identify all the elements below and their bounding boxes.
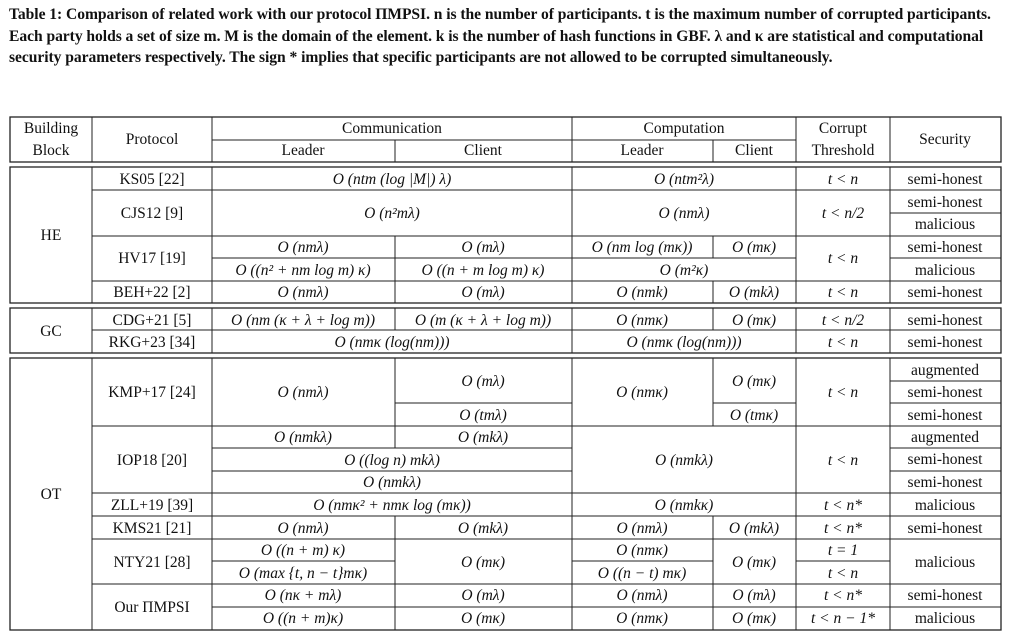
header-communication: Communication	[342, 120, 442, 137]
cjs12-computation: O (nmλ)	[658, 205, 710, 222]
cjs12-communication: O (n²mλ)	[364, 205, 420, 222]
zll19-communication: O (nmκ² + nmκ log (mκ))	[313, 497, 471, 514]
protocol-zll19: ZLL+19 [39]	[110, 497, 194, 514]
kms21-comm-client: O (mkλ)	[457, 520, 509, 537]
our-comm-client-2: O (mκ)	[460, 610, 506, 627]
kmp17-comm-leader: O (nmλ)	[277, 384, 329, 401]
kmp17-threshold: t < n	[827, 384, 859, 401]
hv17-comm-client-2: O ((n + m log m) κ)	[421, 262, 545, 279]
our-comp-leader-1: O (nmλ)	[616, 587, 668, 604]
kms21-comp-leader: O (nmλ)	[616, 520, 668, 537]
kmp17-security-1b: semi-honest	[907, 384, 983, 401]
block-he: HE	[40, 227, 62, 244]
nty21-threshold-2: t < n	[827, 565, 859, 582]
nty21-comm-client: O (mκ)	[460, 554, 506, 571]
kmp17-comm-client-2: O (tmλ)	[459, 407, 507, 424]
protocol-kmp17: KMP+17 [24]	[108, 384, 196, 401]
our-comm-leader-2: O ((n + m)κ)	[262, 610, 344, 627]
beh22-comp-leader: O (nmk)	[616, 284, 668, 301]
kmp17-comp-client-1: O (mκ)	[731, 373, 777, 390]
our-security-2: malicious	[914, 610, 976, 627]
header-comp-client: Client	[735, 142, 773, 159]
our-comm-leader-1: O (nκ + mλ)	[264, 587, 342, 604]
ks05-computation: O (ntm²λ)	[653, 171, 715, 188]
beh22-security: semi-honest	[907, 284, 983, 301]
header-comm-leader: Leader	[281, 142, 325, 159]
rkg23-threshold: t < n	[827, 334, 859, 351]
beh22-comm-leader: O (nmλ)	[277, 284, 329, 301]
zll19-computation: O (nmkκ)	[654, 497, 714, 514]
iop18-communication-3: O (nmkλ)	[363, 474, 421, 491]
nty21-comm-leader-1: O ((n + m) κ)	[260, 542, 346, 559]
our-comp-client-2: O (mκ)	[731, 610, 777, 627]
protocol-hv17: HV17 [19]	[118, 250, 186, 267]
kmp17-comp-client-2: O (tmκ)	[729, 407, 779, 424]
block-ot: OT	[40, 486, 62, 503]
nty21-threshold-1: t = 1	[827, 542, 859, 559]
iop18-comm-leader: O (nmkλ)	[274, 429, 332, 446]
hv17-comm-leader-2: O ((n² + nm log m) κ)	[235, 262, 371, 279]
rkg23-communication: O (nmκ (log(nm)))	[334, 334, 450, 351]
our-comp-client-1: O (mλ)	[732, 587, 776, 604]
hv17-security-1: semi-honest	[907, 239, 983, 256]
protocol-cjs12: CJS12 [9]	[120, 205, 184, 222]
cdg21-comm-client: O (m (κ + λ + log m))	[414, 312, 552, 329]
zll19-threshold: t < n*	[823, 497, 863, 514]
cjs12-threshold: t < n/2	[821, 205, 865, 222]
protocol-ks05: KS05 [22]	[119, 171, 185, 188]
cdg21-comp-leader: O (nmκ)	[616, 312, 668, 329]
ks05-security: semi-honest	[907, 171, 983, 188]
zll19-security: malicious	[914, 497, 976, 514]
kmp17-comp-leader: O (nmκ)	[616, 384, 668, 401]
hv17-threshold: t < n	[827, 250, 859, 267]
protocol-rkg23: RKG+23 [34]	[108, 334, 196, 351]
header-comm-client: Client	[464, 142, 502, 159]
protocol-ours: Our ΠMPSI	[114, 599, 190, 616]
header-building: Building	[23, 120, 79, 137]
header-block: Block	[32, 142, 70, 159]
iop18-communication-2: O ((log n) mkλ)	[344, 452, 440, 469]
our-comp-leader-2: O (nmκ)	[616, 610, 668, 627]
iop18-comm-client: O (mkλ)	[457, 429, 509, 446]
header-corrupt: Corrupt	[818, 120, 868, 137]
cdg21-comm-leader: O (nm (κ + λ + log m))	[231, 312, 375, 329]
ks05-threshold: t < n	[827, 171, 859, 188]
hv17-computation-2: O (m²κ)	[659, 262, 709, 279]
beh22-comm-client: O (mλ)	[461, 284, 505, 301]
our-threshold-1: t < n*	[823, 587, 863, 604]
kms21-threshold: t < n*	[823, 520, 863, 537]
kmp17-security-1a: augmented	[910, 362, 980, 379]
table-caption: Table 1: Comparison of related work with our protocol ΠMPSI. n is the number of participants. t is the maximum number of corrupted participants. Each party holds a set of size m. M is the domain of the element. k is the number of hash functions in GBF. λ and κ are statistical and computational security parameters respectively. The sign * implies that specific participants are not allowed to be corrupted simultaneously.	[9, 6, 991, 66]
cdg21-threshold: t < n/2	[821, 312, 865, 329]
kmp17-comm-client-1: O (mλ)	[461, 373, 505, 390]
kms21-security: semi-honest	[907, 520, 983, 537]
protocol-nty21: NTY21 [28]	[113, 554, 191, 571]
iop18-security-1a: augmented	[910, 429, 980, 446]
hv17-comm-client-1: O (mλ)	[461, 239, 505, 256]
rkg23-security: semi-honest	[907, 334, 983, 351]
hv17-comp-client-1: O (mκ)	[731, 239, 777, 256]
header-computation: Computation	[643, 120, 725, 137]
nty21-comp-client: O (mκ)	[731, 554, 777, 571]
block-gc: GC	[40, 323, 62, 340]
our-security-1: semi-honest	[907, 587, 983, 604]
rkg23-computation: O (nmκ (log(nm)))	[626, 334, 742, 351]
cjs12-security-2: malicious	[914, 216, 976, 233]
iop18-security-1b: semi-honest	[907, 451, 983, 468]
header-protocol: Protocol	[125, 131, 179, 148]
nty21-comp-leader-2: O ((n − t) mκ)	[597, 565, 687, 582]
iop18-threshold: t < n	[827, 452, 859, 469]
our-comm-client-1: O (mλ)	[461, 587, 505, 604]
hv17-comp-leader-1: O (nm log (mκ))	[591, 239, 693, 256]
kms21-comp-client: O (mkλ)	[728, 520, 780, 537]
kmp17-security-2: semi-honest	[907, 407, 983, 424]
protocol-iop18: IOP18 [20]	[116, 452, 188, 469]
iop18-security-2: semi-honest	[907, 474, 983, 491]
header-comp-leader: Leader	[620, 142, 664, 159]
nty21-comm-leader-2: O (max {t, n − t}mκ)	[238, 565, 368, 582]
our-threshold-2: t < n − 1*	[811, 610, 875, 627]
ks05-communication: O (ntm (log |M|) λ)	[332, 171, 452, 188]
cdg21-comp-client: O (mκ)	[731, 312, 777, 329]
nty21-security: malicious	[914, 554, 976, 571]
hv17-security-2: malicious	[914, 262, 976, 279]
hv17-comm-leader-1: O (nmλ)	[277, 239, 329, 256]
protocol-kms21: KMS21 [21]	[112, 520, 192, 537]
header-threshold: Threshold	[811, 142, 875, 159]
kms21-comm-leader: O (nmλ)	[277, 520, 329, 537]
iop18-computation: O (nmkλ)	[655, 452, 713, 469]
cjs12-security-1: semi-honest	[907, 194, 983, 211]
beh22-threshold: t < n	[827, 284, 859, 301]
nty21-comp-leader-1: O (nmκ)	[616, 542, 668, 559]
beh22-comp-client: O (mkλ)	[728, 284, 780, 301]
header-security: Security	[919, 131, 971, 148]
cdg21-security: semi-honest	[907, 312, 983, 329]
protocol-beh22: BEH+22 [2]	[113, 284, 191, 301]
protocol-cdg21: CDG+21 [5]	[112, 312, 192, 329]
